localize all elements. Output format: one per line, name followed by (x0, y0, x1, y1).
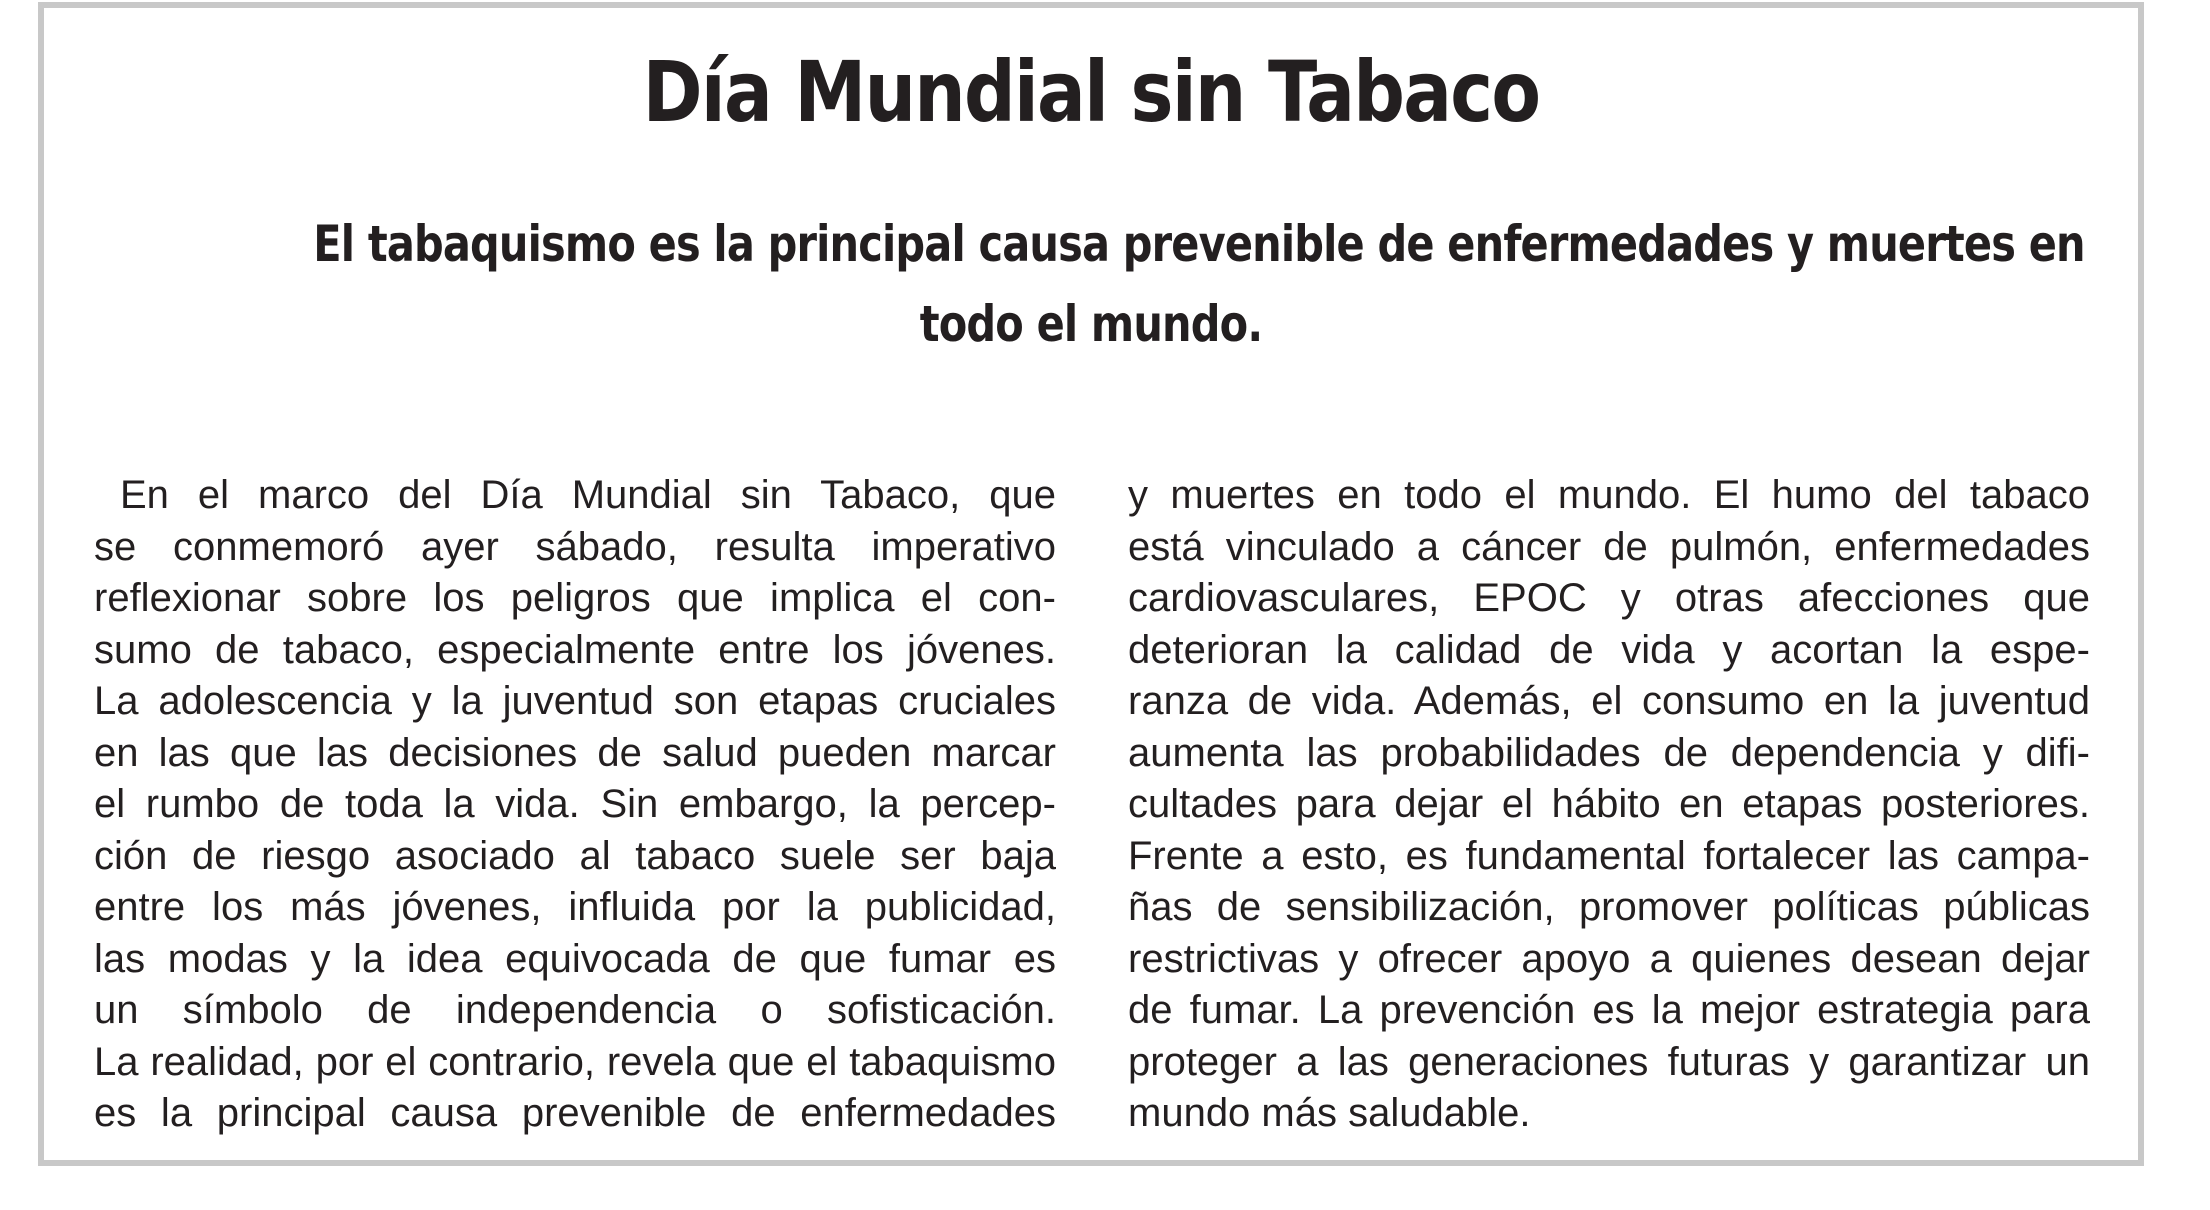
body-line: ñas de sensibilización, promover políticas públicas (1128, 885, 2090, 929)
body-line: es la principal causa prevenible de enfermedades (94, 1091, 1056, 1135)
body-line: sumo de tabaco, especialmente entre los jóvenes. (94, 627, 1056, 672)
body-line: se conmemoró ayer sábado, resulta imperativo (94, 524, 1056, 569)
body-column-right (1128, 470, 2090, 1140)
body-line: Frente a esto, es fundamental fortalecer las campa- (1128, 833, 2090, 878)
body-line: deterioran la calidad de vida y acortan la espe- (1128, 627, 2090, 672)
body-line: cardiovasculares, EPOC y otras afecciones que (1128, 576, 2090, 620)
article-headline: Día Mundial sin Tabaco (642, 43, 1540, 141)
body-line: entre los más jóvenes, influida por la publicidad, (94, 885, 1056, 929)
body-line: ción de riesgo asociado al tabaco suele ser baja (94, 833, 1056, 878)
body-line: reflexionar sobre los peligros que implica el con- (94, 576, 1056, 620)
subhead-line: El tabaquismo es la principal causa prevenible de enfermedades y muertes en (313, 215, 2085, 273)
body-line: proteger a las generaciones futuras y garantizar un (1128, 1039, 2090, 1084)
body-line: cultades para dejar el hábito en etapas posteriores. (1128, 782, 2090, 826)
body-line: ranza de vida. Además, el consumo en la juventud (1128, 679, 2090, 723)
article-frame (38, 2, 2144, 1166)
body-line: un símbolo de independencia o sofisticación. (94, 988, 1056, 1032)
body-line: de fumar. La prevención es la mejor estrategia para (1128, 988, 2090, 1032)
body-line: restrictivas y ofrecer apoyo a quienes desean dejar (1128, 936, 2090, 981)
body-line: el rumbo de toda la vida. Sin embargo, la percep- (94, 782, 1056, 826)
body-line: aumenta las probabilidades de dependencia y difi- (1128, 730, 2090, 775)
body-line: La adolescencia y la juventud son etapas cruciales (94, 679, 1056, 723)
body-line: está vinculado a cáncer de pulmón, enfermedades (1128, 524, 2090, 569)
body-line: en las que las decisiones de salud pueden marcar (94, 730, 1056, 775)
body-column-left (94, 470, 1056, 1140)
body-line: En el marco del Día Mundial sin Tabaco, que (120, 473, 1056, 517)
body-line: mundo más saludable. (1128, 1091, 1531, 1135)
subhead-line: todo el mundo. (919, 295, 1263, 353)
article-subhead (154, 204, 2085, 364)
body-line: y muertes en todo el mundo. El humo del tabaco (1128, 473, 2090, 517)
body-line: las modas y la idea equivocada de que fumar es (94, 936, 1056, 981)
body-line: La realidad, por el contrario, revela que el tabaquismo (94, 1039, 1056, 1084)
